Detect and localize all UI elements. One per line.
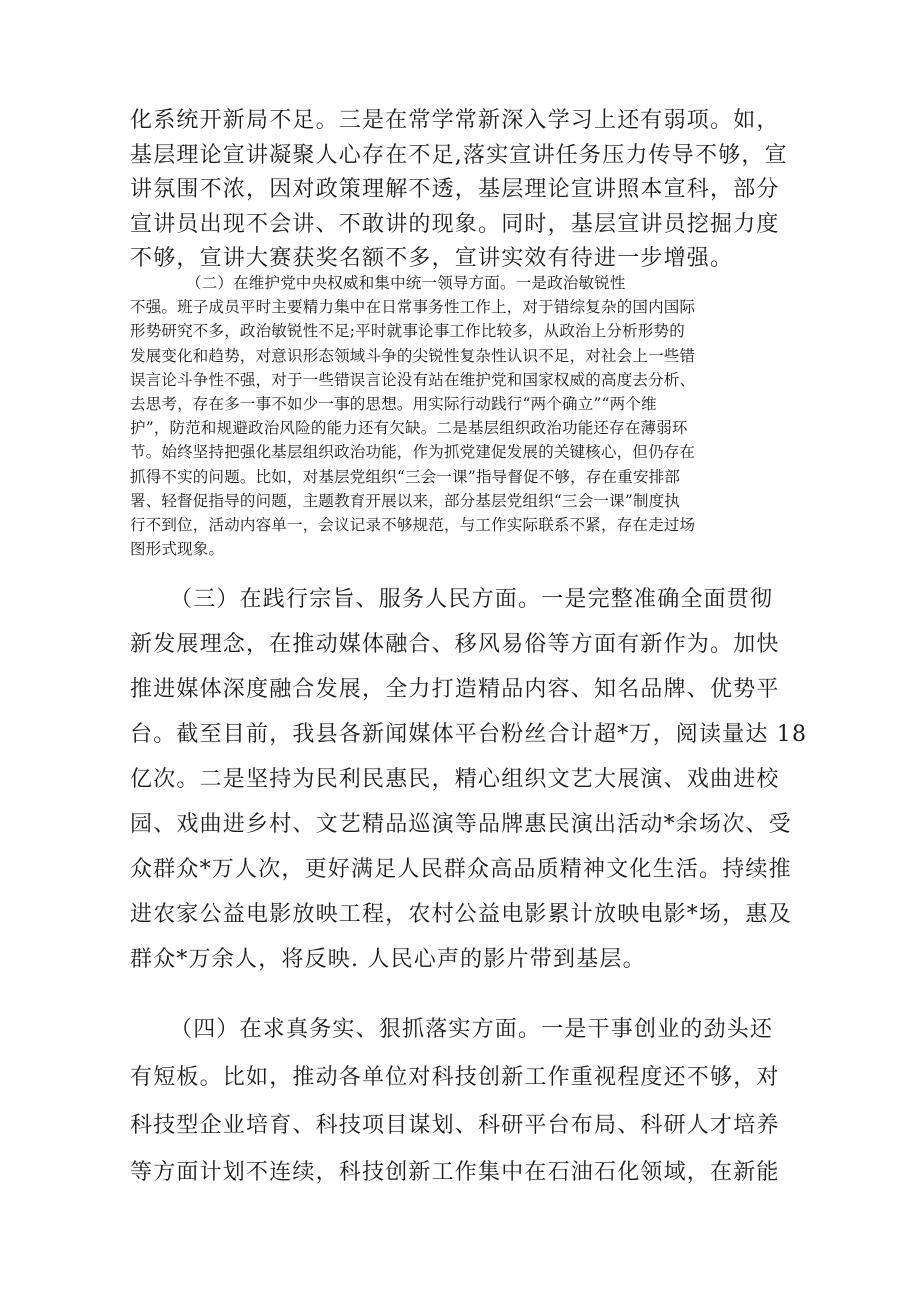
- section-2-line: 去思考，存在多一事不如少一事的思想。用实际行动践行“两个确立”“两个维: [130, 395, 657, 413]
- section-3-line: 群众*万余人，将反映. 人民心声的影片带到基层。: [130, 947, 646, 972]
- section-2-line: 抓得不实的问题。比如，对基层党组织“三会一课”指导督促不够，存在重安排部: [130, 467, 681, 486]
- section-4-line: 有短板。比如，推动各单位对科技创新工作重视程度还不够，对: [130, 1064, 780, 1090]
- section-2-line: 署、轻督促指导的问题，主题教育开展以来，部分基层党组织“三会一课”制度执: [130, 491, 681, 510]
- section-1-tail-line: 宣讲员出现不会讲、不敢讲的现象。同时，基层宣讲员挖掘力度: [130, 211, 780, 237]
- section-2-line: 节。始终坚持把强化基层组织政治功能，作为抓党建促发展的关键核心，但仍存在: [130, 443, 696, 462]
- section-4-line: 等方面计划不连续，科技创新工作集中在石油石化领域，在新能: [130, 1160, 780, 1186]
- section-3-line: 台。截至目前，我县各新闻媒体平台粉丝合计超*万，阅读量达 18: [130, 722, 808, 747]
- section-1-tail-line: 化系统开新局不足。三是在常学常新深入学习上还有弱项。如，: [130, 108, 780, 133]
- section-3-line: 推进媒体深度融合发展，全力打造精品内容、知名品牌、优势平: [130, 677, 780, 702]
- section-2-line: 误言论斗争性不强，对于一些错误言论没有站在维护党和国家权威的高度去分析、: [130, 370, 696, 389]
- section-3-line: 亿次。二是坚持为民利民惠民，精心组织文艺大展演、戏曲进校: [130, 767, 780, 792]
- section-2-line: （二）在维护党中央权威和集中统一领导方面。一是政治敏锐性: [186, 274, 626, 292]
- section-1-tail-line: 基层理论宣讲凝聚人心存在不足,落实宣讲任务压力传导不够，宣: [130, 142, 788, 168]
- section-2-line: 护”，防范和规避政治风险的能力还有欠缺。二是基层组织政治功能还存在薄弱环: [130, 419, 688, 438]
- section-4-line: （四）在求真务实、狠抓落实方面。一是干事创业的劲头还: [170, 1017, 774, 1042]
- section-3-line: 众群众*万人次，更好满足人民群众高品质精神文化生活。持续推: [130, 857, 792, 882]
- section-2-line: 不强。班子成员平时主要精力集中在日常事务性工作上，对于错综复杂的国内国际: [130, 298, 696, 317]
- section-3-line: 新发展理念，在推动媒体融合、移风易俗等方面有新作为。加快: [130, 632, 780, 657]
- section-3-line: （三）在践行宗旨、服务人民方面。一是完整准确全面贯彻: [170, 587, 774, 612]
- section-3-line: 进农家公益电影放映工程，农村公益电影累计放映电影*场，惠及: [130, 902, 792, 927]
- section-2-line: 行不到位，活动内容单一，会议记录不够规范，与工作实际联系不紧，存在走过场: [130, 516, 696, 534]
- section-1-tail-line: 讲氛围不浓，因对政策理解不透，基层理论宣讲照本宣科，部分: [130, 177, 780, 202]
- section-1-tail-line: 不够，宣讲大赛获奖名额不多，宣讲实效有待进一步增强。: [130, 246, 734, 271]
- section-2-line: 形势研究不多，政治敏锐性不足;平时就事论事工作比较多，从政治上分析形势的: [130, 322, 685, 341]
- section-2-line: 发展变化和趋势，对意识形态领域斗争的尖锐性复杂性认识不足，对社会上一些错: [130, 346, 696, 365]
- section-4-line: 科技型企业培育、科技项目谋划、科研平台布局、科研人才培养: [130, 1112, 780, 1138]
- section-3-line: 园、戏曲进乡村、文艺精品巡演等品牌惠民演出活动*余场次、受: [130, 812, 792, 837]
- section-2-line: 图形式现象。: [130, 540, 225, 559]
